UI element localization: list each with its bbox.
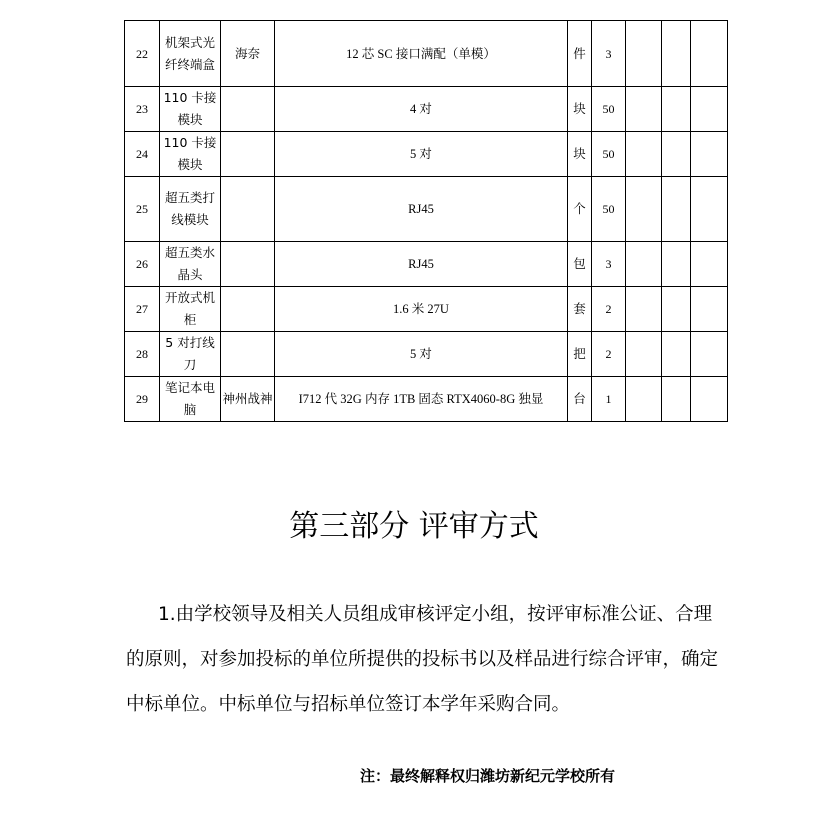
item-spec: 4 对 [275, 87, 568, 132]
table-row [125, 377, 728, 422]
item-unit: 件 [568, 21, 592, 87]
section-title: 第三部分 评审方式 [289, 509, 539, 544]
item-brand: 海奈 [221, 21, 275, 87]
table-row [125, 332, 728, 377]
item-spec: 5 对 [275, 332, 568, 377]
empty-cell [626, 242, 662, 287]
empty-cell [662, 177, 691, 242]
empty-cell [626, 132, 662, 177]
empty-cell [691, 287, 728, 332]
item-unit: 台 [568, 377, 592, 422]
empty-cell [691, 177, 728, 242]
item-qty: 50 [592, 132, 626, 177]
empty-cell [662, 377, 691, 422]
item-qty: 2 [592, 332, 626, 377]
item-qty: 3 [592, 21, 626, 87]
row-number: 29 [125, 377, 160, 422]
row-number: 28 [125, 332, 160, 377]
empty-cell [626, 287, 662, 332]
empty-cell [662, 242, 691, 287]
item-spec: RJ45 [275, 177, 568, 242]
item-qty: 3 [592, 242, 626, 287]
item-spec: 5 对 [275, 132, 568, 177]
table-row [125, 242, 728, 287]
item-unit: 套 [568, 287, 592, 332]
item-qty: 1 [592, 377, 626, 422]
item-name: 笔记本电脑 [160, 377, 221, 422]
item-brand [221, 332, 275, 377]
row-number: 26 [125, 242, 160, 287]
row-number: 25 [125, 177, 160, 242]
empty-cell [626, 377, 662, 422]
item-spec: 1.6 米 27U [275, 287, 568, 332]
item-unit: 块 [568, 87, 592, 132]
item-spec: I712 代 32G 内存 1TB 固态 RTX4060-8G 独显 [275, 377, 568, 422]
item-brand [221, 287, 275, 332]
table-row [125, 87, 728, 132]
item-name: 110 卡接模块 [160, 87, 221, 132]
item-spec: 12 芯 SC 接口满配（单模） [275, 21, 568, 87]
item-unit: 包 [568, 242, 592, 287]
table-row [125, 287, 728, 332]
item-name: 110 卡接模块 [160, 132, 221, 177]
item-unit: 把 [568, 332, 592, 377]
row-number: 22 [125, 21, 160, 87]
empty-cell [691, 242, 728, 287]
empty-cell [626, 177, 662, 242]
table-row [125, 21, 728, 87]
empty-cell [662, 132, 691, 177]
item-unit: 个 [568, 177, 592, 242]
item-name: 超五类打线模块 [160, 177, 221, 242]
equipment-table [124, 20, 728, 422]
empty-cell [662, 21, 691, 87]
item-brand [221, 132, 275, 177]
item-name: 开放式机柜 [160, 287, 221, 332]
row-number: 23 [125, 87, 160, 132]
empty-cell [691, 332, 728, 377]
item-name: 机架式光纤终端盒 [160, 21, 221, 87]
item-brand [221, 242, 275, 287]
item-name: 超五类水晶头 [160, 242, 221, 287]
item-qty: 2 [592, 287, 626, 332]
item-brand [221, 177, 275, 242]
row-number: 24 [125, 132, 160, 177]
empty-cell [626, 87, 662, 132]
empty-cell [662, 87, 691, 132]
item-qty: 50 [592, 177, 626, 242]
empty-cell [691, 132, 728, 177]
empty-cell [691, 377, 728, 422]
empty-cell [626, 332, 662, 377]
item-qty: 50 [592, 87, 626, 132]
empty-cell [626, 21, 662, 87]
empty-cell [691, 21, 728, 87]
item-unit: 块 [568, 132, 592, 177]
item-name: 5 对打线刀 [160, 332, 221, 377]
item-brand [221, 87, 275, 132]
footnote: 注：最终解释权归潍坊新纪元学校所有 [360, 767, 616, 785]
empty-cell [662, 287, 691, 332]
row-number: 27 [125, 287, 160, 332]
item-brand: 神州战神 [221, 377, 275, 422]
empty-cell [691, 87, 728, 132]
evaluation-paragraph: 1.由学校领导及相关人员组成审核评定小组，按评审标准公证、合理的原则，对参加投标的单位所提供的投标书以及样品进行综合评审，确定中标单位。中标单位与招标单位签订本学年采购合同。 [126, 604, 719, 715]
table-row [125, 132, 728, 177]
empty-cell [662, 332, 691, 377]
table-row [125, 177, 728, 242]
item-spec: RJ45 [275, 242, 568, 287]
